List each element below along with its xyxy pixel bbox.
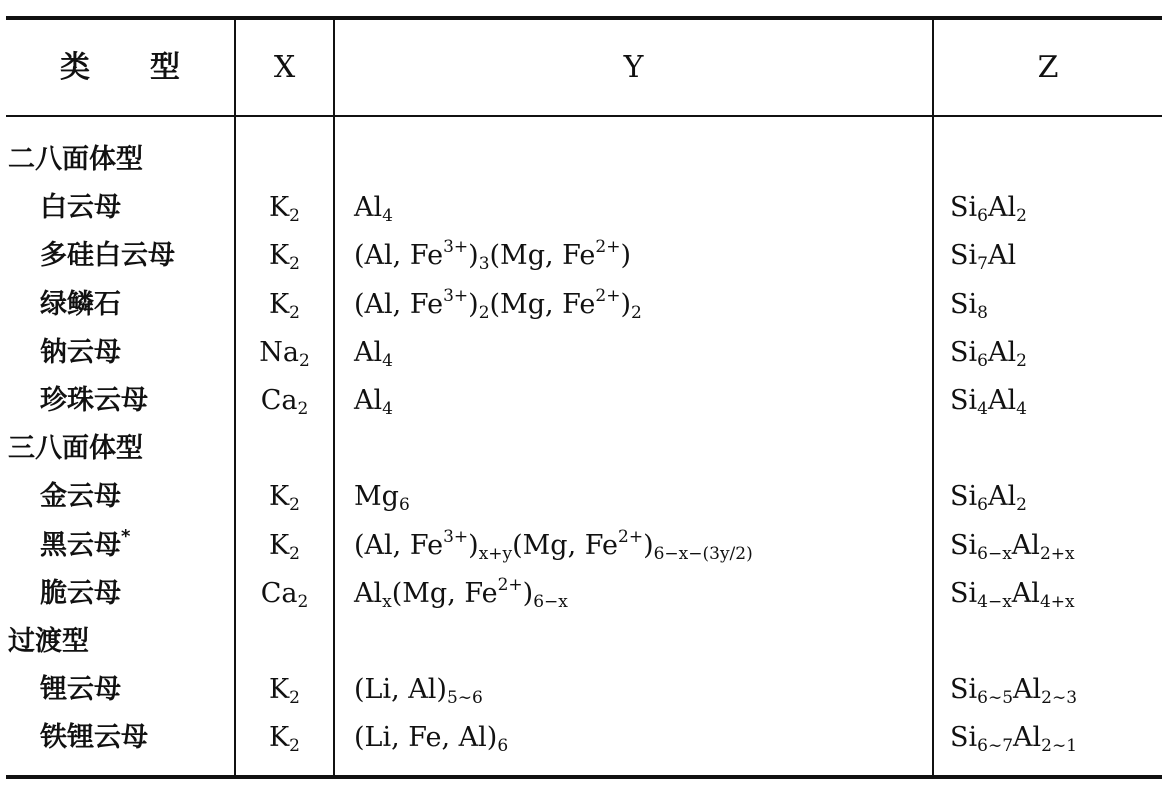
cell-y: [354, 570, 568, 618]
z-formula-sub: 2+x: [1039, 543, 1075, 564]
y-formula-sub: 6−x−(3y/2): [653, 543, 753, 564]
cell-z: [950, 473, 1027, 521]
cell-y: [354, 714, 508, 762]
z-formula-text: Si: [950, 529, 978, 561]
cell-x: [236, 473, 333, 521]
z-formula-text: Al: [1011, 529, 1040, 561]
cell-x: [236, 377, 333, 425]
y-formula-sub: 6: [398, 495, 410, 516]
cell-y: [354, 473, 410, 521]
y-formula-text: (Mg, Fe: [512, 529, 618, 561]
table-group-row: [0, 618, 1167, 666]
name-text: 金云母: [40, 481, 121, 513]
mineral-name: [40, 377, 148, 425]
x-sub: 2: [289, 495, 300, 516]
z-formula-text: Al: [987, 481, 1017, 513]
x-sub: 2: [298, 350, 310, 371]
y-formula-text: ): [620, 288, 631, 320]
cell-z: [950, 184, 1027, 232]
y-formula-text: (Li, Al): [354, 674, 447, 706]
mineral-name: [40, 666, 121, 714]
x-sub: 2: [289, 302, 300, 323]
table-group-row: [0, 136, 1167, 184]
x-sub: 2: [297, 399, 309, 419]
cell-z: [950, 666, 1077, 714]
cell-x: [236, 232, 333, 280]
x-base: Ca: [260, 577, 298, 609]
x-base: K: [269, 192, 290, 224]
table-row: [0, 522, 1167, 570]
mineral-name: [40, 522, 130, 570]
x-sub: 2: [297, 591, 309, 612]
cell-x: [236, 329, 333, 377]
cell-x: [236, 184, 333, 232]
x-base: K: [269, 481, 290, 513]
cell-y: [354, 184, 393, 232]
z-formula-text: Si: [950, 336, 978, 368]
z-formula-text: Al: [1013, 674, 1042, 706]
table-row: [0, 666, 1167, 714]
z-formula-sub: 7: [977, 254, 988, 275]
z-formula-sub: 2: [1016, 495, 1027, 516]
z-formula-sub: 4+x: [1039, 591, 1075, 612]
y-formula-sub: 2: [478, 302, 490, 323]
y-formula-sub: x: [382, 591, 392, 612]
y-formula-sup: 2+: [595, 237, 621, 258]
z-formula-text: Al: [987, 192, 1017, 224]
name-text: 铁锂云母: [40, 722, 148, 754]
mineral-name: [40, 473, 121, 521]
group-name: [8, 618, 89, 666]
z-formula-sub: 6: [977, 206, 988, 227]
z-formula-text: Al: [987, 336, 1017, 368]
table-row: [0, 714, 1167, 762]
cell-y: [354, 329, 393, 377]
z-formula-text: Si: [950, 385, 978, 416]
mineral-name: [40, 281, 121, 329]
y-formula-text: (Mg, Fe: [489, 240, 596, 272]
header-z: Z: [1037, 50, 1059, 85]
header-type: 类 型: [60, 50, 180, 85]
cell-z: [950, 281, 988, 329]
y-formula-text: ): [468, 529, 479, 561]
x-sub: 2: [289, 688, 300, 709]
x-base: K: [269, 674, 290, 706]
cell-z: [950, 329, 1027, 377]
name-text: 多硅白云母: [40, 240, 175, 272]
y-formula-text: (Al, Fe: [354, 529, 444, 561]
z-formula-text: Al: [1011, 577, 1040, 609]
y-formula-sup: 2+: [497, 574, 523, 595]
x-base: K: [269, 722, 290, 754]
z-formula-sub: 4: [1016, 399, 1027, 419]
z-formula-text: Al: [987, 385, 1017, 416]
z-formula-text: Al: [1013, 722, 1042, 754]
group-name: [8, 425, 143, 473]
y-formula-sub: x+y: [478, 543, 513, 564]
y-formula-text: Al: [354, 192, 383, 224]
table-bottom-rule: [6, 775, 1162, 779]
z-formula-text: Si: [950, 240, 978, 272]
x-base: Ca: [260, 385, 298, 416]
name-text: 脆云母: [40, 577, 121, 609]
cell-z: [950, 522, 1075, 570]
cell-z: [950, 570, 1075, 618]
y-formula-text: ): [620, 240, 631, 272]
y-formula-text: (Mg, Fe: [489, 288, 596, 320]
z-formula-sub: 6: [977, 495, 988, 516]
footnote-mark: *: [121, 525, 131, 547]
z-formula-sub: 2: [1016, 350, 1027, 371]
y-formula-text: ): [522, 577, 534, 609]
y-formula-sup: 2+: [618, 526, 644, 547]
x-sub: 2: [289, 736, 300, 757]
y-formula-sup: 3+: [443, 285, 469, 306]
y-formula-text: (Mg, Fe: [391, 577, 498, 609]
x-base: K: [269, 240, 290, 272]
y-formula-text: (Li, Fe, Al): [354, 722, 498, 754]
y-formula-sub: 4: [382, 206, 393, 227]
y-formula-text: Mg: [354, 481, 399, 513]
mineral-name: [40, 714, 148, 762]
y-formula-sub: 3: [478, 254, 490, 275]
mineral-name: [40, 570, 121, 618]
name-text: 绿鳞石: [40, 288, 121, 320]
cell-y: [354, 522, 753, 570]
cell-y: [354, 666, 483, 714]
header-x: X: [273, 50, 296, 85]
name-text: 白云母: [40, 192, 121, 224]
z-formula-text: Si: [950, 481, 978, 513]
table-group-row: [0, 425, 1167, 473]
z-formula-sub: 4−x: [977, 591, 1012, 612]
y-formula-sub: 5∼6: [446, 688, 483, 709]
z-formula-text: Si: [950, 288, 978, 320]
name-text: 珍珠云母: [40, 385, 148, 416]
name-text: 黑云母: [40, 529, 121, 561]
table-row: [0, 184, 1167, 232]
y-formula-sub: 4: [382, 350, 393, 371]
cell-x: [236, 570, 333, 618]
y-formula-sup: 3+: [443, 237, 469, 258]
group-name: [8, 136, 143, 184]
y-formula-text: (Al, Fe: [354, 240, 444, 272]
name-text: 钠云母: [40, 336, 121, 368]
z-formula-sub: 4: [977, 399, 988, 419]
cell-y: [354, 281, 642, 329]
cell-z: [950, 377, 1027, 425]
y-formula-sub: 6: [497, 736, 509, 757]
cell-z: [950, 232, 1016, 280]
mineral-name: [40, 329, 121, 377]
name-text: 过渡型: [8, 626, 89, 657]
y-formula-sub: 2: [631, 302, 642, 323]
table-row: [0, 232, 1167, 280]
y-formula-text: ): [468, 288, 479, 320]
z-formula-sub: 8: [977, 302, 988, 323]
z-formula-text: Si: [950, 192, 978, 224]
cell-y: [354, 232, 631, 280]
y-formula-sup: 2+: [595, 285, 621, 306]
cell-y: [354, 377, 393, 425]
z-formula-text: Si: [950, 577, 978, 609]
y-formula-sub: 4: [382, 399, 393, 419]
z-formula-text: Si: [950, 722, 978, 754]
z-formula-sub: 6∼7: [977, 736, 1014, 757]
name-text: 三八面体型: [8, 433, 143, 465]
cell-x: [236, 281, 333, 329]
y-formula-text: ): [468, 240, 479, 272]
table-row: [0, 570, 1167, 618]
mineral-name: [40, 232, 175, 280]
z-formula-sub: 2: [1016, 206, 1027, 227]
header-y: Y: [623, 50, 644, 85]
z-formula-sub: 2∼1: [1041, 736, 1078, 757]
table-row: [0, 329, 1167, 377]
x-sub: 2: [289, 206, 300, 227]
y-formula-text: Al: [354, 336, 383, 368]
x-sub: 2: [289, 543, 300, 564]
x-sub: 2: [289, 254, 300, 275]
z-formula-sub: 2∼3: [1041, 688, 1078, 709]
x-base: K: [269, 288, 290, 320]
cell-x: [236, 666, 333, 714]
y-formula-text: ): [643, 529, 654, 561]
y-formula-sup: 3+: [443, 526, 469, 547]
y-formula-text: Al: [354, 577, 383, 609]
x-base: Na: [259, 336, 299, 368]
y-formula-text: Al: [354, 385, 383, 416]
table-top-rule: [6, 16, 1162, 20]
name-text: 二八面体型: [8, 144, 143, 175]
table-row: [0, 281, 1167, 329]
cell-x: [236, 714, 333, 762]
z-formula-sub: 6: [977, 350, 988, 371]
z-formula-sub: 6∼5: [977, 688, 1014, 709]
table-row: [0, 377, 1167, 425]
z-formula-text: Al: [987, 240, 1017, 272]
x-base: K: [269, 529, 290, 561]
name-text: 锂云母: [40, 674, 121, 706]
cell-z: [950, 714, 1077, 762]
z-formula-text: Si: [950, 674, 978, 706]
mineral-name: [40, 184, 121, 232]
cell-x: [236, 522, 333, 570]
table-row: [0, 473, 1167, 521]
z-formula-sub: 6−x: [977, 543, 1012, 564]
y-formula-text: (Al, Fe: [354, 288, 444, 320]
y-formula-sub: 6−x: [533, 591, 568, 612]
table-header-rule: [6, 115, 1162, 117]
